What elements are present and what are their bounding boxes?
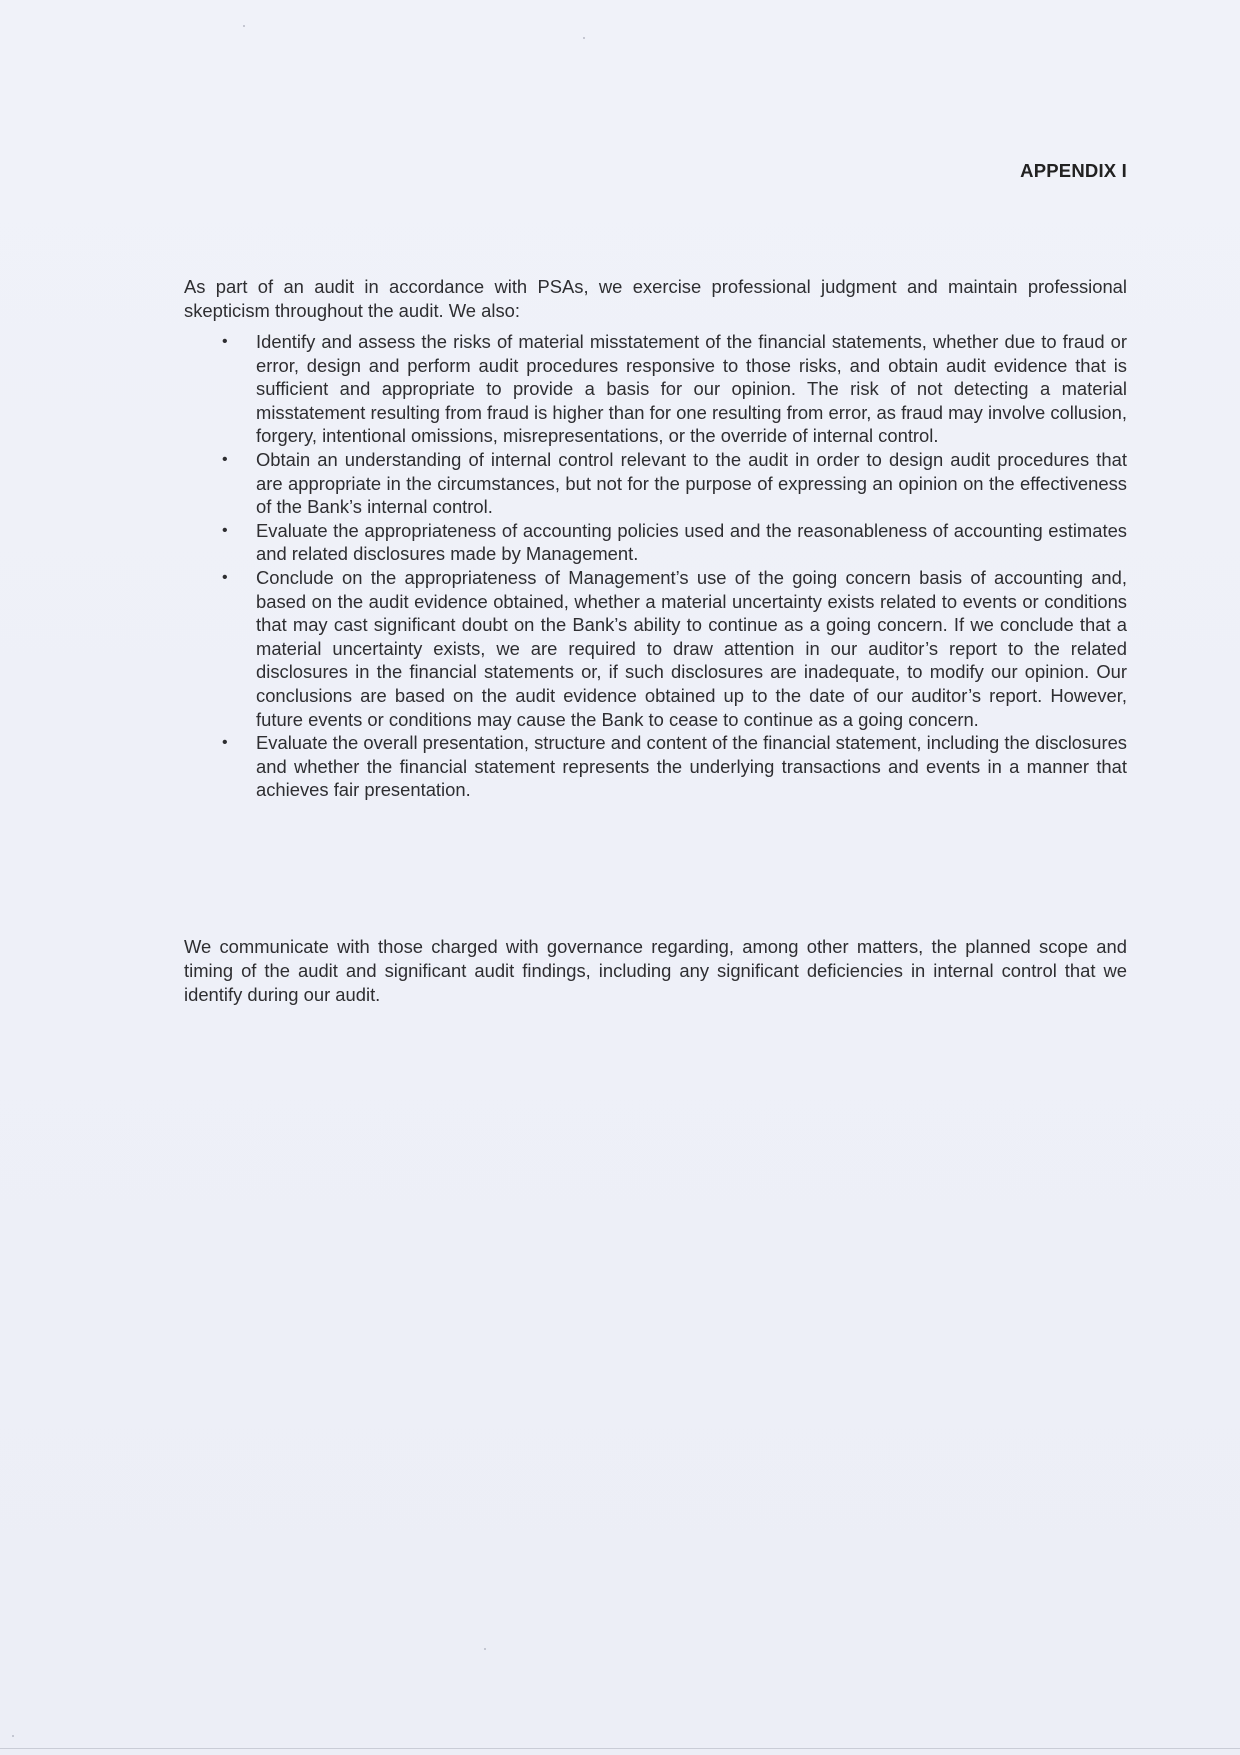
list-item-text: Obtain an understanding of internal control relevant to the audit in order to design audit procedures that are appropriate in the circumstances, but not for the purpose of expressing an opinion on the effectiveness of the Bank’s internal control. bbox=[256, 448, 1127, 518]
list-item bbox=[222, 566, 1127, 731]
list-item bbox=[222, 330, 1127, 448]
closing-paragraph: We communicate with those charged with governance regarding, among other matters, the planned scope and timing of the audit and significant audit findings, including any significant deficiencies in internal control that we identify during our audit. bbox=[184, 936, 1127, 1005]
scan-speck bbox=[583, 37, 585, 39]
list-item-text: Evaluate the overall presentation, structure and content of the financial statement, including the disclosures and whether the financial statement represents the underlying transactions and events in a manner that achieves fair presentation. bbox=[256, 732, 1128, 801]
bullet-icon: • bbox=[222, 333, 228, 350]
list-item-text: Evaluate the appropriateness of accounting policies used and the reasonableness of accounting estimates and related disclosures made by Management. bbox=[256, 519, 1127, 565]
list-item-text: Conclude on the appropriateness of Management’s use of the going concern basis of accounting and, based on the audit evidence obtained, whether a material uncertainty exists related to events or conditions that may cast significant doubt on the Bank’s ability to continue as a going concern. If we conclude that a material uncertainty exists, we are required to draw attention in our auditor’s report to the related disclosures in the financial statements or, if such disclosures are inadequate, to modify our opinion. Our conclusions are based on the audit evidence obtained up to the date of our auditor’s report. However, future events or conditions may cause the Bank to cease to continue as a going concern. bbox=[256, 566, 1127, 730]
bullet-icon: • bbox=[222, 450, 228, 468]
page-edge-line bbox=[0, 1748, 1240, 1749]
bullet-icon: • bbox=[222, 568, 228, 586]
list-item bbox=[222, 731, 1128, 802]
intro-paragraph: As part of an audit in accordance with PSAs, we exercise professional judgment and maintain professional skepticism throughout the audit. We also: bbox=[184, 276, 1127, 321]
list-item bbox=[222, 519, 1127, 566]
bullet-icon: • bbox=[222, 734, 228, 752]
list-item bbox=[222, 448, 1127, 519]
bullet-icon: • bbox=[222, 521, 228, 539]
scan-speck bbox=[12, 1735, 14, 1737]
list-item-text: Identify and assess the risks of material misstatement of the financial statements, whether due to fraud or error, design and perform audit procedures responsive to those risks, and obtain audit evidence that is sufficient and appropriate to provide a basis for our opinion. The risk of not detecting a material misstatement resulting from fraud is higher than for one resulting from error, as fraud may involve collusion, forgery, intentional omissions, misrepresentations, or the override of internal control. bbox=[256, 331, 1127, 447]
scan-speck bbox=[243, 25, 245, 27]
appendix-heading: APPENDIX I bbox=[1020, 160, 1127, 181]
audit-responsibilities-list bbox=[222, 330, 1128, 802]
scan-speck bbox=[484, 1648, 486, 1650]
